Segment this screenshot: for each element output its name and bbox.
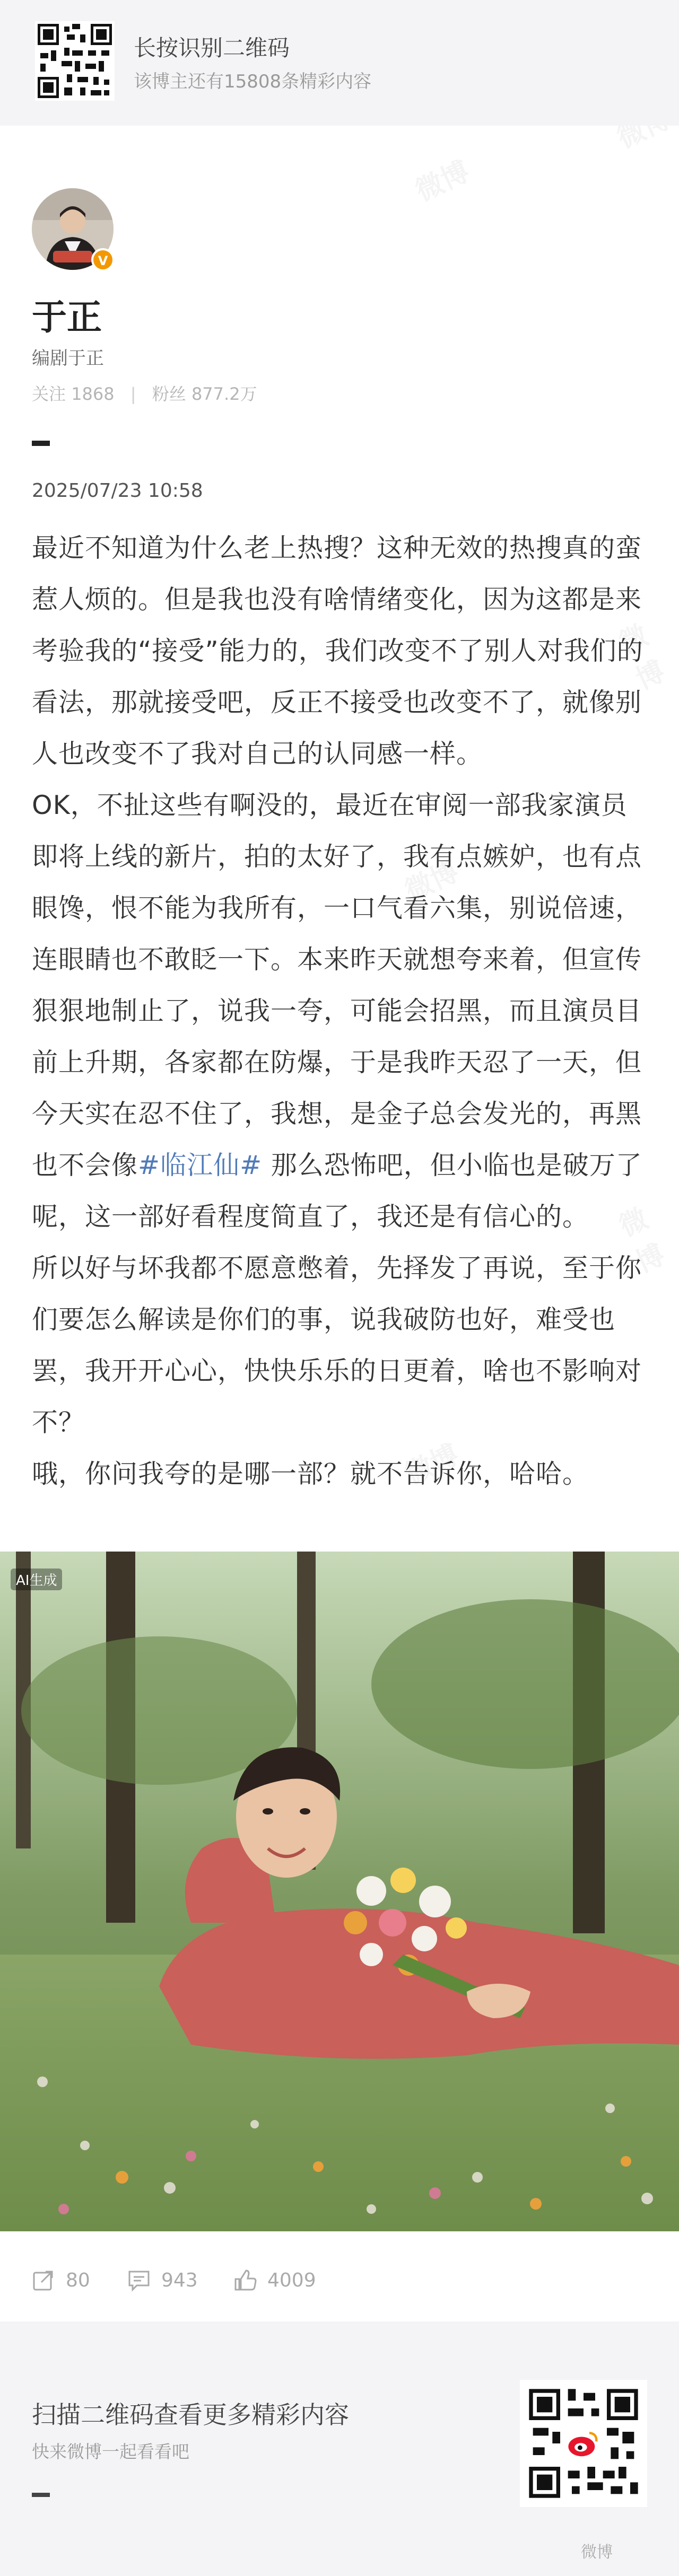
post-paragraph: 所以好与坏我都不愿意憋着，先择发了再说，至于你们要怎么解读是你们的事，说我破防也好，难受也罢，我开开心心，快快乐乐的日更着，啥也不影响对不？ [32, 1253, 642, 1438]
footer-qr-panel [0, 2321, 679, 2576]
post-paragraph [32, 779, 647, 1242]
post-date: 2025/07/23 10:58 [32, 480, 203, 502]
ai-generated-tag: AI生成 [11, 1569, 62, 1590]
hashtag-link[interactable]: #临江仙# [138, 1150, 263, 1180]
post-paragraph: 哦，你问我夸的是哪一部？就不告诉你，哈哈。 [32, 1459, 589, 1489]
banner-title: 长按识别二维码 [134, 35, 290, 61]
profile-bio: 编剧于正 [32, 348, 104, 369]
post-paragraph: 最近不知道为什么老上热搜？这种无效的热搜真的蛮惹人烦的。但是我也没有啥情绪变化，因为这都是来考验我的“接受”能力的，我们改变不了别人对我们的看法，那就接受吧，反正不接受也改变不了，就像别人也改变不了我对自己的认同感一样。 [32, 533, 643, 769]
qr-banner [0, 0, 679, 126]
weibo-brand: 微博 [581, 2543, 613, 2562]
qr-code-icon[interactable] [520, 2380, 647, 2507]
banner-subtitle: 该博主还有15808条精彩内容 [134, 71, 372, 92]
profile-name[interactable]: 于正 [32, 297, 102, 338]
post-image[interactable] [0, 1552, 679, 2231]
verified-badge-icon: V [91, 248, 115, 271]
repost-count: 80 [66, 2269, 90, 2291]
post-body [32, 522, 647, 1500]
comment-count: 943 [161, 2269, 198, 2291]
thumbs-up-icon [233, 2268, 257, 2292]
footer-divider [32, 2493, 50, 2497]
follow-label: 关注 [32, 384, 66, 404]
comment-button[interactable] [127, 2264, 198, 2296]
footer-subtitle: 快来微博一起看看吧 [32, 2441, 189, 2462]
share-icon [32, 2268, 55, 2292]
stats-divider: | [130, 384, 136, 404]
like-count: 4009 [267, 2269, 316, 2291]
section-divider [32, 441, 50, 446]
fans-label: 粉丝 [152, 384, 186, 404]
qr-code-icon[interactable] [35, 21, 115, 101]
comment-icon [127, 2268, 151, 2292]
post-paragraph-text: OK，不扯这些有啊没的，最近在审阅一部我家演员即将上线的新片，拍的太好了，我有点嫉妒，也有点眼馋，恨不能为我所有，一口气看六集，别说倍速，连眼睛也不敢眨一下。本来昨天就想夸来着，但宣传狠狠地制止了，说我一夸，可能会招黑，而且演员目前上升期，各家都在防爆，于是我昨天忍了一天，但今天实在忍不住了，我想，是金子总会发光的，再黑也不会像 [32, 790, 642, 1180]
repost-button[interactable] [32, 2264, 90, 2296]
profile-stats [32, 381, 257, 405]
fans-count: 877.2万 [191, 384, 257, 404]
footer-title: 扫描二维码查看更多精彩内容 [32, 2400, 349, 2429]
like-button[interactable] [233, 2264, 316, 2296]
post-paragraph-text: 那么恐怖吧，但小临也是破万了呢，这一部好看程度简直了，我还是有信心的。 [32, 1150, 642, 1232]
watermark [408, 150, 475, 209]
follow-count: 1868 [71, 384, 115, 404]
